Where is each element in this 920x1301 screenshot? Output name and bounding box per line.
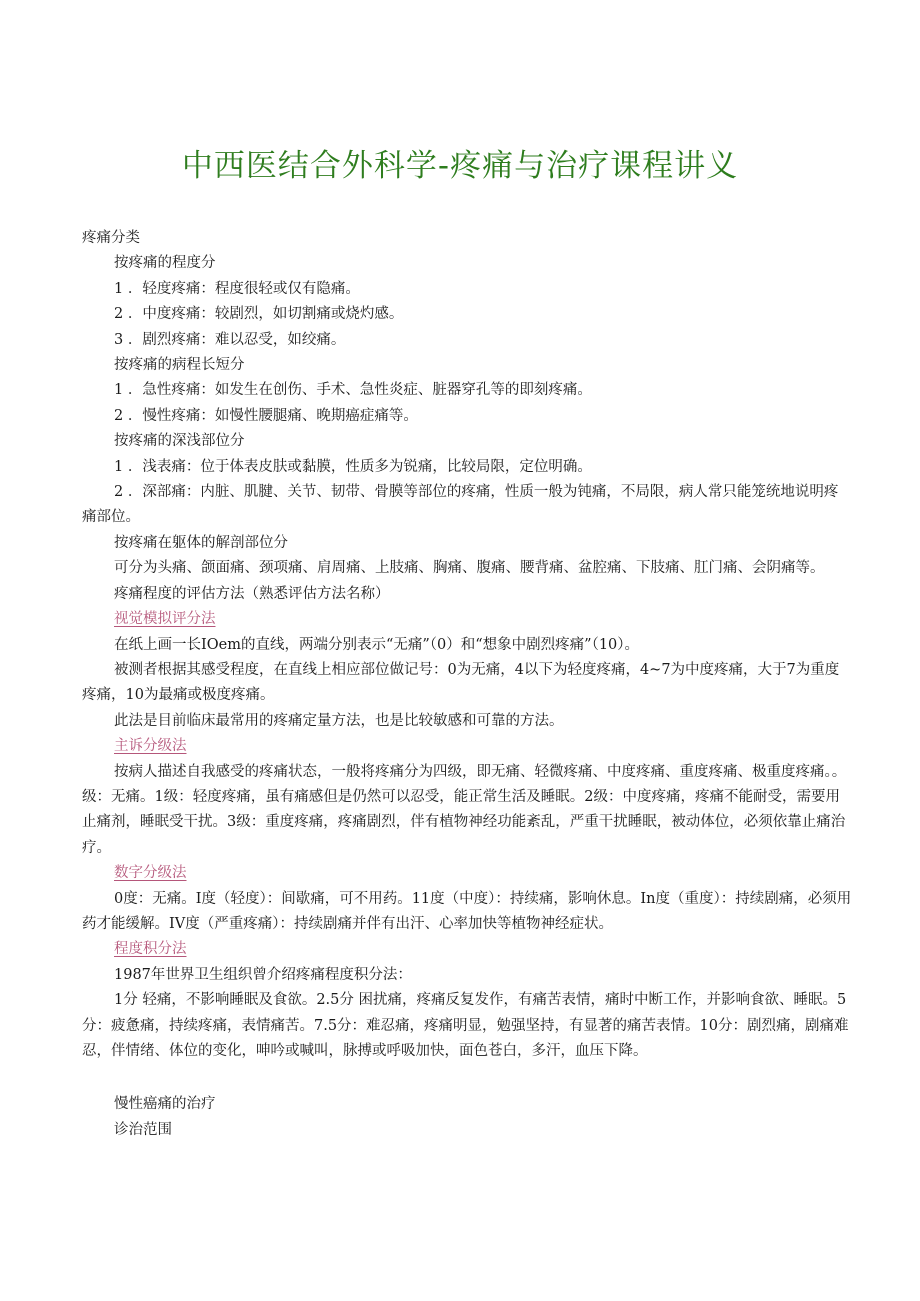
- list-item: 2 ．深部痛：内脏、肌腱、关节、韧带、骨膜等部位的疼痛，性质一般为钝痛，不局限，病人常只能笼统地说明疼痛部位。: [82, 484, 839, 526]
- paragraph: 1987年世界卫生组织曾介绍疼痛程度积分法：: [114, 966, 412, 983]
- paragraph: 可分为头痛、颌面痛、颈项痛、肩周痛、上肢痛、胸痛、腹痛、腰背痛、盆腔痛、下肢痛、肛门痛、会阴痛等。: [114, 560, 825, 577]
- subheading-by-degree: 按疼痛的程度分: [114, 255, 216, 272]
- method-title-complaint: 主诉分级法: [114, 738, 187, 755]
- list-item: 1 ．轻度疼痛：程度很轻或仅有隐痛。: [114, 280, 360, 297]
- list-item: 1 ．急性疼痛：如发生在创伤、手术、急性炎症、脏器穿孔等的即刻疼痛。: [114, 382, 592, 399]
- list-item: 2 ．慢性疼痛：如慢性腰腿痛、晚期癌症痛等。: [114, 407, 418, 424]
- paragraph: 1分 轻痛，不影响睡眠及食欲。2.5分 困扰痛，疼痛反复发作，有痛苦表情，痛时中断工作，并影响食欲、睡眠。5分：疲惫痛，持续疼痛，表情痛苦。7.5分：难忍痛，疼痛明显，勉强坚持，有显著的痛苦表情。10分：剧烈痛，剧痛难忍，伴情绪、体位的变化，呻吟或喊叫，脉搏或呼吸加快，面色苍白，多汗，血压下降。: [82, 992, 849, 1059]
- paragraph: 此法是目前临床最常用的疼痛定量方法，也是比较敏感和可靠的方法。: [114, 712, 564, 729]
- list-item: 1 ．浅表痛：位于体表皮肤或黏膜，性质多为锐痛，比较局限，定位明确。: [114, 458, 592, 475]
- paragraph: 在纸上画一长IOem的直线，两端分别表示“无痛”（0）和“想象中剧烈疼痛”（10）。: [114, 636, 640, 653]
- subheading-by-duration: 按疼痛的病程长短分: [114, 357, 245, 374]
- section-heading-pain-classification: 疼痛分类: [82, 230, 140, 246]
- method-title-score: 程度积分法: [114, 941, 187, 958]
- subheading-by-depth: 按疼痛的深浅部位分: [114, 433, 245, 450]
- subheading-scope: 诊治范围: [114, 1121, 172, 1138]
- paragraph: 被测者根据其感受程度，在直线上相应部位做记号：0为无痛，4以下为轻度疼痛，4~7为中度疼痛，大于7为重度疼痛，10为最痛或极度疼痛。: [82, 661, 840, 704]
- method-title-numeric: 数字分级法: [114, 865, 187, 882]
- section-gap: [82, 1064, 852, 1092]
- list-item: 2 ．中度疼痛：较剧烈，如切割痛或烧灼感。: [114, 306, 404, 323]
- subheading-assessment: 疼痛程度的评估方法（熟悉评估方法名称）: [114, 585, 390, 602]
- paragraph: 0度：无痛。I度（轻度）：间歇痛，可不用药。11度（中度）：持续痛，影响休息。In度（重度）：持续剧痛，必须用药才能缓解。IV度（严重疼痛）：持续剧痛并伴有出汗、心率加快等植物神经症状。: [82, 890, 852, 932]
- method-title-vas: 视觉模拟评分法: [114, 611, 216, 628]
- document-body: [82, 226, 852, 1143]
- subheading-by-anatomy: 按疼痛在躯体的解剖部位分: [114, 534, 288, 551]
- list-item: 3 ．剧烈疼痛：难以忍受，如绞痛。: [114, 331, 346, 348]
- paragraph: 按病人描述自我感受的疼痛状态，一般将疼痛分为四级，即无痛、轻微疼痛、中度疼痛、重度疼痛、极重度疼痛。。级：无痛。1级：轻度疼痛，虽有痛感但是仍然可以忍受，能正常生活及睡眠。2级：中度疼痛，疼痛不能耐受，需要用止痛剂，睡眠受干扰。3级：重度疼痛，疼痛剧烈，伴有植物神经功能紊乱，严重干扰睡眠，被动体位，必须依靠止痛治疗。: [82, 763, 847, 856]
- document-title: 中西医结合外科学-疼痛与治疗课程讲义: [181, 148, 739, 184]
- section-heading-cancer-pain: 慢性癌痛的治疗: [114, 1096, 216, 1113]
